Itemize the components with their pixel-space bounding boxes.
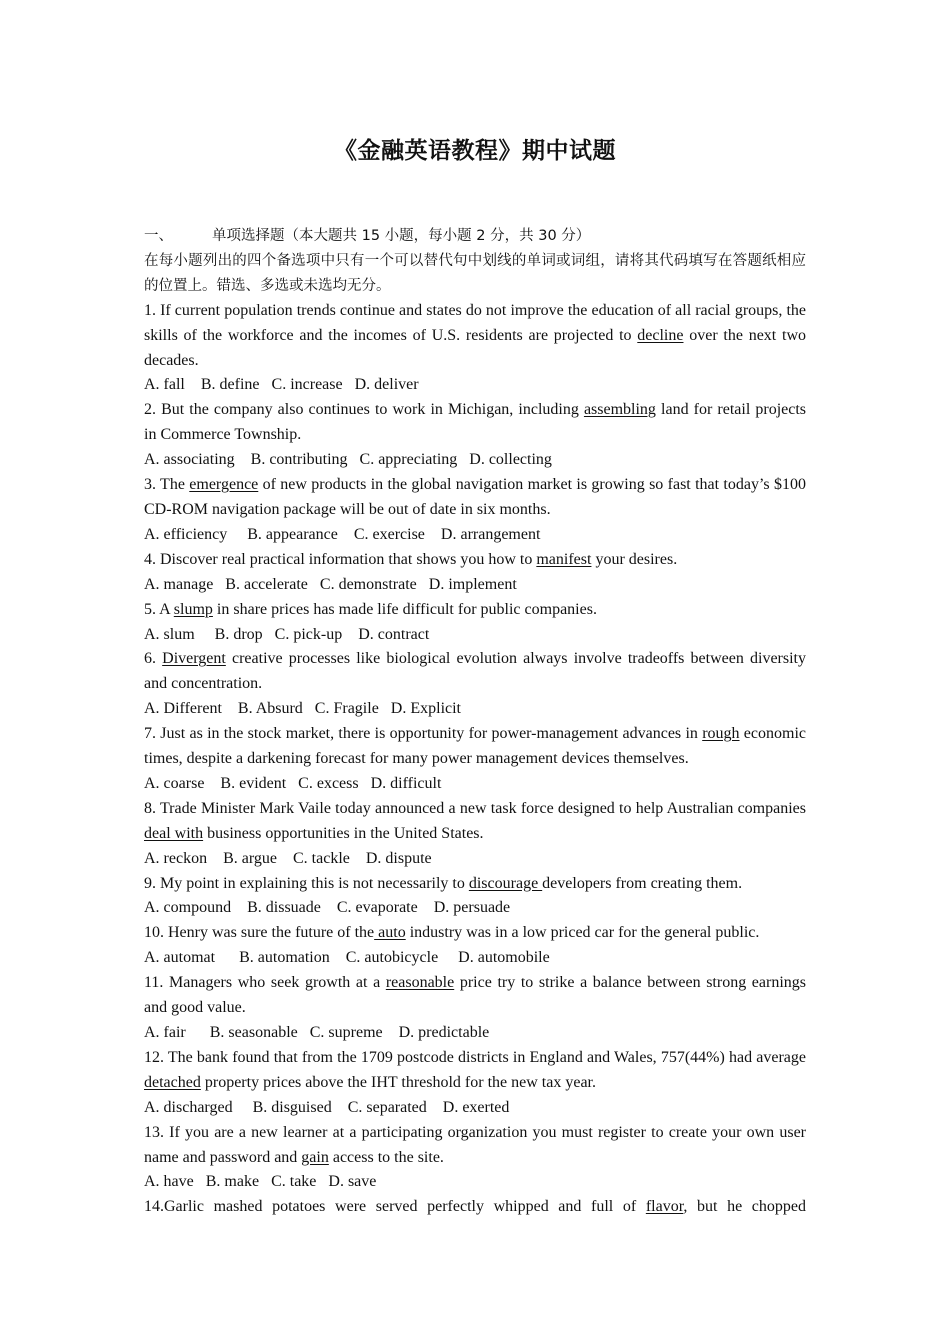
question-2 bbox=[144, 398, 806, 448]
answer-options: A. manage B. accelerate C. demonstrate D. implement bbox=[144, 575, 517, 593]
question-text: over the next two decades. bbox=[144, 326, 807, 369]
question-text: your desires. bbox=[591, 550, 678, 568]
question-text: of new products in the global navigation market is growing so fast that today’s $100 CD-ROM navigation package will be out of date in six months. bbox=[144, 476, 806, 518]
question-6 bbox=[144, 647, 806, 697]
question-text: developers from creating them. bbox=[542, 874, 743, 892]
question-10 bbox=[144, 921, 806, 946]
section-title: 单项选择题（本大题共 15 小题，每小题 2 分，共 30 分） bbox=[212, 228, 591, 244]
underlined-word: discourage bbox=[468, 874, 543, 892]
question-5 bbox=[144, 598, 806, 623]
question-text: 9. My point in explaining this is not necessarily to bbox=[144, 874, 469, 892]
answer-options: A. coarse B. evident C. excess D. difficult bbox=[144, 774, 442, 792]
question-13 bbox=[144, 1121, 806, 1171]
answer-options: A. automat B. automation C. autobicycle D. automobile bbox=[144, 949, 550, 967]
underlined-word: detached bbox=[144, 1073, 201, 1091]
question-12 bbox=[144, 1046, 806, 1096]
question-text: 13. If you are a new learner at a participating organization you must register to create your own user name and password and bbox=[144, 1123, 806, 1166]
answer-options: A. associating B. contributing C. appreciating D. collecting bbox=[144, 451, 552, 469]
underlined-word: slump bbox=[173, 600, 213, 618]
question-text: land for retail projects in Commerce Township. bbox=[144, 401, 807, 444]
question-text: business opportunities in the United States. bbox=[203, 824, 484, 842]
question-text: economic times, despite a darkening forecast for many power management devices themselves. bbox=[144, 725, 806, 768]
question-text: creative processes like biological evolution always involve tradeoffs between diversity and concentration. bbox=[144, 650, 807, 693]
question-text: 4. Discover real practical information that shows you how to bbox=[144, 550, 537, 568]
question-text: price try to strike a balance between strong earnings and good value. bbox=[144, 974, 807, 1017]
section-number: 一、 bbox=[144, 228, 173, 244]
question-text: 1. If current population trends continue and states do not improve the education of all racial groups, the skills of the workforce and the incomes of U.S. residents are projected to bbox=[144, 301, 806, 344]
question-text: 10. Henry was sure the future of the bbox=[144, 924, 375, 942]
question-text: 7. Just as in the stock market, there is opportunity for power-management advances in bbox=[144, 725, 703, 743]
section-instructions: 在每小题列出的四个备选项中只有一个可以替代句中划线的单词或词组，请将其代码填写在答题纸相应的位置上。错选、多选或未选均无分。 bbox=[144, 252, 806, 294]
underlined-word: rough bbox=[702, 725, 740, 743]
question-1 bbox=[144, 299, 806, 374]
answer-options: A. reckon B. argue C. tackle D. dispute bbox=[144, 849, 432, 867]
question-text: , but he chopped bbox=[683, 1198, 807, 1216]
answer-options: A. fall B. define C. increase D. deliver bbox=[144, 376, 419, 394]
question-text: 6. bbox=[144, 650, 163, 668]
underlined-word: reasonable bbox=[385, 974, 455, 992]
answer-options: A. discharged B. disguised C. separated D. exerted bbox=[144, 1098, 510, 1116]
question-text: 14.Garlic mashed potatoes were served perfectly whipped and full of bbox=[144, 1198, 646, 1216]
question-text: 5. A bbox=[144, 600, 174, 618]
question-text: property prices above the IHT threshold for the new tax year. bbox=[200, 1073, 596, 1091]
underlined-word: decline bbox=[637, 326, 684, 344]
answer-options: A. compound B. dissuade C. evaporate D. persuade bbox=[144, 899, 511, 917]
question-4 bbox=[144, 548, 806, 573]
question-11 bbox=[144, 971, 806, 1021]
question-text: industry was in a low priced car for the general public. bbox=[405, 924, 760, 942]
question-7 bbox=[144, 722, 806, 772]
question-14 bbox=[144, 1195, 806, 1220]
answer-options: A. have B. make C. take D. save bbox=[144, 1173, 377, 1191]
underlined-word: gain bbox=[301, 1148, 329, 1166]
underlined-word: auto bbox=[374, 924, 406, 942]
question-9 bbox=[144, 872, 806, 897]
question-text: 12. The bank found that from the 1709 postcode districts in England and Wales, 757(44%) had average bbox=[144, 1048, 806, 1066]
answer-options: A. Different B. Absurd C. Fragile D. Explicit bbox=[144, 700, 461, 718]
underlined-word: deal with bbox=[144, 824, 204, 842]
answer-options: A. fair B. seasonable C. supreme D. predictable bbox=[144, 1024, 490, 1041]
underlined-word: emergence bbox=[189, 476, 259, 494]
question-3 bbox=[144, 473, 806, 523]
question-list bbox=[144, 299, 806, 1196]
answer-options: A. slum B. drop C. pick-up D. contract bbox=[144, 625, 430, 643]
content bbox=[144, 224, 806, 1220]
page-title: 《金融英语教程》期中试题 bbox=[334, 138, 616, 164]
question-text: 3. The bbox=[144, 476, 190, 494]
answer-options: A. efficiency B. appearance C. exercise D. arrangement bbox=[144, 525, 541, 543]
underlined-word: assembling bbox=[583, 401, 656, 419]
question-8 bbox=[144, 797, 806, 847]
question-text: access to the site. bbox=[328, 1148, 444, 1166]
underlined-word: flavor bbox=[645, 1198, 684, 1216]
underlined-word: manifest bbox=[536, 550, 592, 568]
question-text: 8. Trade Minister Mark Vaile today announced a new task force designed to help Australian companies bbox=[144, 799, 806, 817]
underlined-word: Divergent bbox=[162, 650, 226, 668]
question-text: in share prices has made life difficult for public companies. bbox=[212, 600, 597, 618]
question-text: 2. But the company also continues to work in Michigan, including bbox=[144, 401, 584, 419]
section-heading bbox=[144, 224, 806, 249]
question-text: 11. Managers who seek growth at a bbox=[144, 974, 386, 992]
